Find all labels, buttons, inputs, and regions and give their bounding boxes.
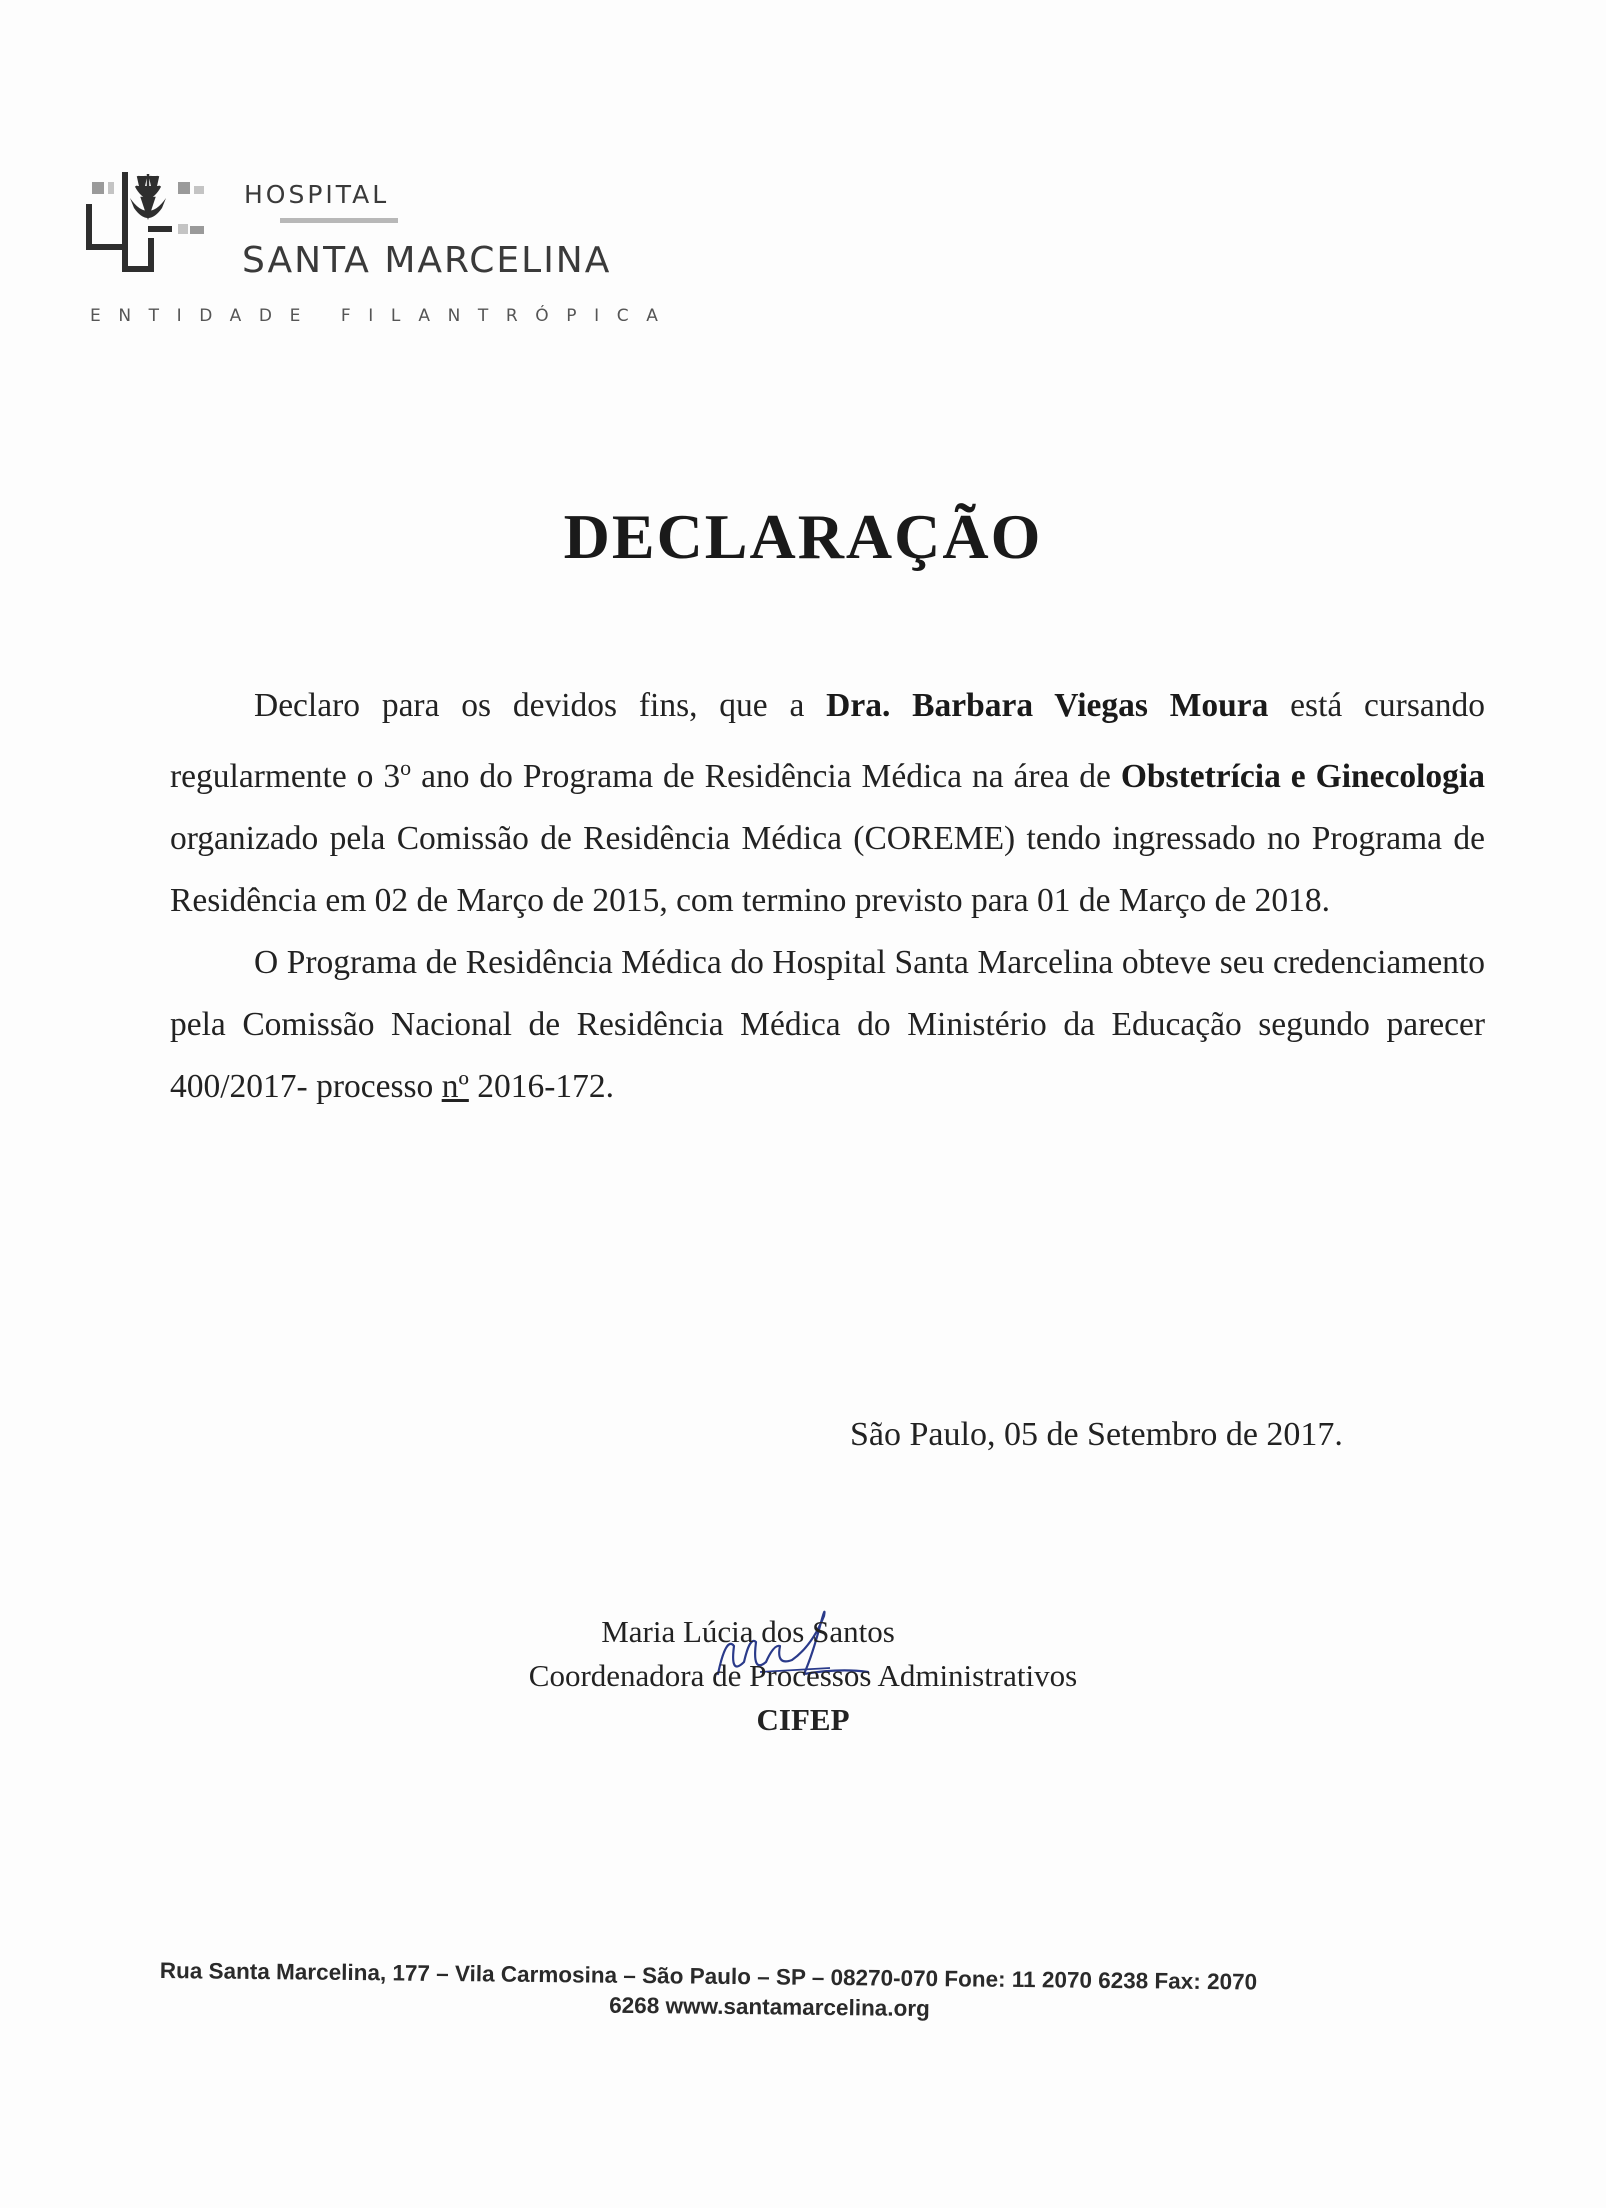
brand-name: SANTA MARCELINA [242,240,612,281]
p1-text-d: organizado pela Comissão de Residência Médica (COREME) tendo ingressado no Programa de Residência em 02 de Março de 2015, com termino previsto para 01 de Março de 2018. [170,820,1485,919]
declaration-body [170,675,1485,1118]
brand-tagline: ENTIDADE FILANTRÓPICA [90,306,676,326]
p1-text-c: ano do Programa de Residência Médica na área de [411,758,1121,795]
p1-text-a: Declaro para os devidos fins, que a [254,687,827,724]
footer-address [159,1956,1420,2029]
p2-text-a: O Programa de Residência Médica do Hospital Santa Marcelina obteve seu credenciamento pela Comissão Nacional de Residência Médica do Ministério da Educação segundo parecer 400/2017- processo [170,944,1485,1105]
number-sign: nº [441,1068,469,1105]
signatory-name: Maria Lúcia dos Santos [601,1614,895,1649]
footer-line-1: Rua Santa Marcelina, 177 – Vila Carmosina – São Paulo – SP – 08270-070 Fone: 11 2070 6238 Fax: 2070 [159,1957,1258,1995]
p2-text-b: 2016-172. [468,1068,614,1105]
brand-hospital-label: HOSPITAL [244,180,390,209]
signature-block [0,1610,1606,1742]
signatory-role: Coordenadora de Processos Administrativos [528,1658,1078,1693]
ordinal-indicator: o [400,755,412,780]
date-line: São Paulo, 05 de Setembro de 2017. [850,1416,1343,1453]
p1-text-b: está cursando regularmente o 3 [170,687,1485,795]
brand-divider [280,218,398,223]
document-title: DECLARAÇÃO [563,501,1043,572]
paragraph-1 [170,675,1485,932]
hospital-logo-icon [86,168,216,278]
signatory-organization: CIFEP [756,1702,850,1737]
specialty-area: Obstetrícia e Ginecologia [1120,758,1485,795]
paragraph-2 [170,932,1485,1118]
resident-name: Dra. Barbara Viegas Moura [826,687,1269,724]
footer-line-2: 6268 www.santamarcelina.org [609,1992,930,2022]
letterhead [86,160,726,340]
